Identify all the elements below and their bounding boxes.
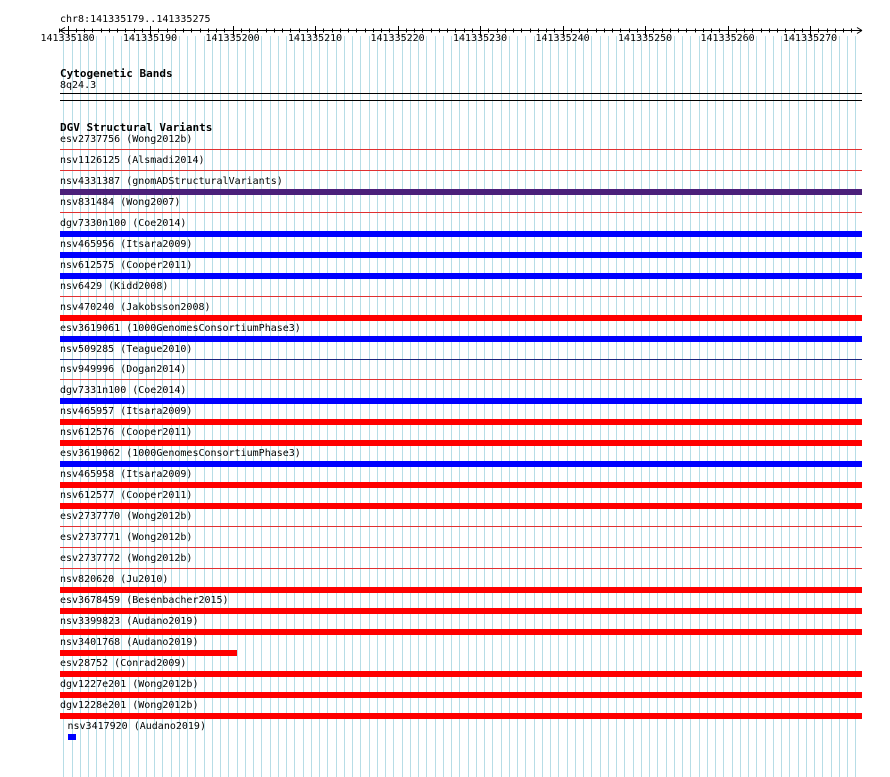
dgv-feature-label[interactable]: nsv470240 (Jakobsson2008) <box>60 301 211 313</box>
dgv-feature-label[interactable]: nsv465958 (Itsara2009) <box>60 469 193 481</box>
dgv-feature-label[interactable]: esv2737771 (Wong2012b) <box>60 532 193 544</box>
dgv-feature-bar[interactable] <box>60 547 862 548</box>
dgv-track-title[interactable]: DGV Structural Variants <box>60 121 213 134</box>
dgv-feature-bar[interactable] <box>60 359 862 360</box>
ruler-tick-label: 141335270 <box>783 33 838 44</box>
dgv-feature-bar[interactable] <box>60 231 862 237</box>
dgv-feature-label[interactable]: nsv3399823 (Audano2019) <box>60 615 199 627</box>
dgv-feature-bar[interactable] <box>60 252 862 258</box>
dgv-feature-label[interactable]: nsv4331387 (gnomADStructuralVariants) <box>60 175 283 187</box>
dgv-feature-label[interactable]: dgv7330n100 (Coe2014) <box>60 217 187 229</box>
dgv-feature-label[interactable]: dgv1227e201 (Wong2012b) <box>60 678 199 690</box>
dgv-feature-label[interactable]: esv3619062 (1000GenomesConsortiumPhase3) <box>60 448 301 460</box>
dgv-feature-bar[interactable] <box>60 671 862 677</box>
dgv-feature-bar[interactable] <box>60 296 862 297</box>
dgv-feature-label[interactable]: nsv465956 (Itsara2009) <box>60 238 193 250</box>
dgv-feature-label[interactable]: esv3619061 (1000GenomesConsortiumPhase3) <box>60 322 301 334</box>
ruler-tick-label: 141335220 <box>370 33 425 44</box>
dgv-feature-bar[interactable] <box>60 440 862 446</box>
dgv-feature-label[interactable]: esv2737772 (Wong2012b) <box>60 553 193 564</box>
dgv-feature-bar[interactable] <box>60 608 862 614</box>
dgv-feature-label[interactable]: nsv949996 (Dogan2014) <box>60 364 187 376</box>
dgv-feature-label[interactable]: nsv3401768 (Audano2019) <box>60 636 199 648</box>
dgv-feature-bar[interactable] <box>60 650 237 656</box>
dgv-feature-bar[interactable] <box>60 713 862 719</box>
dgv-feature-label[interactable]: esv2737770 (Wong2012b) <box>60 511 193 523</box>
ruler-tick-label: 141335250 <box>618 33 673 44</box>
dgv-feature-label[interactable]: nsv831484 (Wong2007) <box>60 196 181 208</box>
dgv-feature-bar[interactable] <box>60 149 862 150</box>
dgv-feature-label[interactable]: nsv6429 (Kidd2008) <box>60 280 169 292</box>
dgv-feature-bar[interactable] <box>60 170 862 171</box>
cytoband-bar-top[interactable] <box>60 93 862 94</box>
ruler-tick-label: 141335230 <box>453 33 508 44</box>
dgv-feature-label[interactable]: nsv612575 (Cooper2011) <box>60 259 193 271</box>
ruler-tick-label: 141335180 <box>40 33 95 44</box>
dgv-feature-bar[interactable] <box>60 379 862 380</box>
ruler-tick-label: 141335190 <box>123 33 178 44</box>
dgv-feature-bar[interactable] <box>60 336 862 342</box>
dgv-feature-bar[interactable] <box>68 734 76 740</box>
dgv-feature-label[interactable]: nsv509285 (Teague2010) <box>60 343 193 355</box>
ruler-tick-label: 141335200 <box>205 33 260 44</box>
dgv-feature-bar[interactable] <box>60 398 862 404</box>
dgv-feature-bar[interactable] <box>60 629 862 635</box>
dgv-feature-bar[interactable] <box>60 568 862 569</box>
dgv-feature-bar[interactable] <box>60 212 862 213</box>
dgv-feature-bar[interactable] <box>60 526 862 527</box>
track-separator <box>60 100 862 101</box>
dgv-feature-label[interactable]: nsv612577 (Cooper2011) <box>60 490 193 502</box>
dgv-feature-label[interactable]: nsv820620 (Ju2010) <box>60 573 169 585</box>
cytoband-label[interactable]: 8q24.3 <box>60 80 97 91</box>
dgv-feature-bar[interactable] <box>60 587 862 593</box>
ruler-tick-label: 141335260 <box>700 33 755 44</box>
dgv-feature-bar[interactable] <box>60 273 862 279</box>
dgv-feature-bar[interactable] <box>60 503 862 509</box>
dgv-feature-label[interactable]: esv28752 (Conrad2009) <box>60 657 187 669</box>
dgv-feature-bar[interactable] <box>60 189 862 195</box>
dgv-feature-label[interactable]: nsv3417920 (Audano2019) <box>67 720 206 732</box>
dgv-feature-label[interactable]: nsv612576 (Cooper2011) <box>60 427 193 439</box>
dgv-feature-label[interactable]: nsv465957 (Itsara2009) <box>60 406 193 418</box>
dgv-feature-label[interactable]: esv3678459 (Besenbacher2015) <box>60 594 229 606</box>
dgv-feature-label[interactable]: dgv7331n100 (Coe2014) <box>60 385 187 397</box>
cytoband-track-title[interactable]: Cytogenetic Bands <box>60 67 173 80</box>
ruler-tick-label: 141335240 <box>535 33 590 44</box>
dgv-feature-bar[interactable] <box>60 315 862 321</box>
dgv-feature-bar[interactable] <box>60 482 862 488</box>
dgv-feature-bar[interactable] <box>60 419 862 425</box>
location-label: chr8:141335179..141335275 <box>60 14 211 25</box>
ruler-tick-label: 141335210 <box>288 33 343 44</box>
dgv-feature-bar[interactable] <box>60 461 862 467</box>
dgv-feature-label[interactable]: esv2737756 (Wong2012b) <box>60 134 193 145</box>
dgv-feature-label[interactable]: nsv1126125 (Alsmadi2014) <box>60 154 205 166</box>
dgv-feature-bar[interactable] <box>60 692 862 698</box>
dgv-feature-label[interactable]: dgv1228e201 (Wong2012b) <box>60 699 199 711</box>
